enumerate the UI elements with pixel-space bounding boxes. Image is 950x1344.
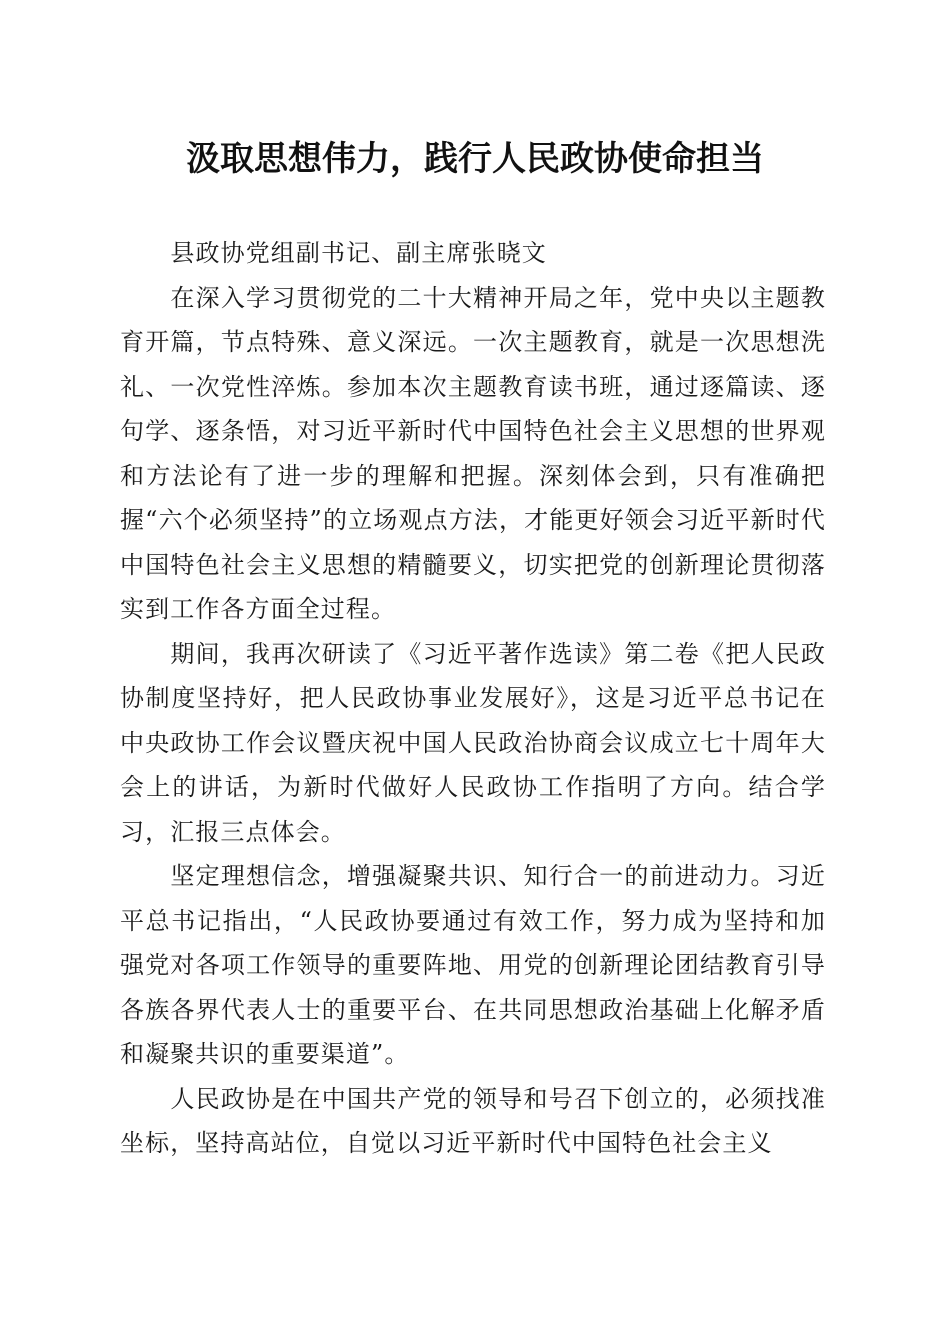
author-line: 县政协党组副书记、副主席张晓文 xyxy=(170,239,547,267)
document-title: 汲取思想伟力，践行人民政协使命担当 xyxy=(186,139,764,179)
paragraph-3: 坚定理想信念，增强凝聚共识、知行合一的前进动力。习近平总书记指出，“人民政协要通过有效工作，努力成为坚持和加强党对各项工作领导的重要阵地、用党的创新理论团结教育引导各族各界代表人士的重要平台、在共同思想政治基础上化解矛盾和凝聚共识的重要渠道”。 xyxy=(120,862,826,1068)
paragraph-1: 在深入学习贯彻党的二十大精神开局之年，党中央以主题教育开篇，节点特殊、意义深远。一次主题教育，就是一次思想洗礼、一次党性淬炼。参加本次主题教育读书班，通过逐篇读、逐句学、逐条悟，对习近平新时代中国特色社会主义思想的世界观和方法论有了进一步的理解和把握。深刻体会到，只有准确把握“六个必须坚持”的立场观点方法，才能更好领会习近平新时代中国特色社会主义思想的精髓要义，切实把党的创新理论贯彻落实到工作各方面全过程。 xyxy=(120,283,826,623)
document-body xyxy=(120,231,826,1166)
paragraph-2: 期间，我再次研读了《习近平著作选读》第二卷《把人民政协制度坚持好，把人民政协事业发展好》，这是习近平总书记在中央政协工作会议暨庆祝中国人民政治协商会议成立七十周年大会上的讲话，为新时代做好人民政协工作指明了方向。结合学习，汇报三点体会。 xyxy=(120,639,826,846)
paragraph-4: 人民政协是在中国共产党的领导和号召下创立的，必须找准坐标，坚持高站位，自觉以习近平新时代中国特色社会主义 xyxy=(120,1084,826,1157)
